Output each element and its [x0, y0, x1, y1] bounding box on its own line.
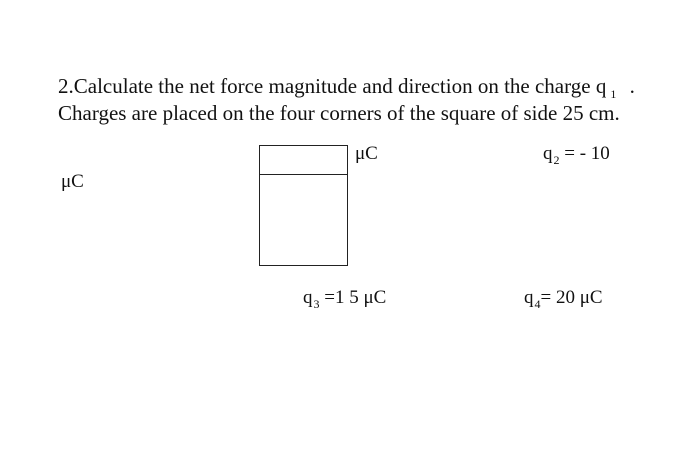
square-diagram — [259, 145, 348, 266]
unit-label-top: μC — [355, 143, 378, 164]
charge-q4-var: q — [524, 287, 534, 308]
charge-q3-label — [303, 287, 386, 310]
charge-q3-value: =1 5 μC — [319, 287, 387, 308]
unit-label-left: μC — [61, 171, 84, 192]
problem-statement-line-1 — [58, 74, 635, 101]
charge-q4-value: = 20 μC — [540, 287, 603, 308]
problem-text: 2.Calculate the net force magnitude and direction on the charge q — [58, 74, 607, 98]
charge-q4-subscript: 4 — [534, 297, 541, 311]
charge-q4-label — [524, 287, 603, 310]
charge-q2-label — [543, 143, 610, 166]
charge-q2-subscript: 2 — [553, 153, 560, 167]
problem-text-end: . — [624, 74, 635, 98]
charge-q2-var: q — [543, 143, 553, 164]
charge-q3-subscript: 3 — [313, 297, 320, 311]
square-divider-line — [260, 174, 347, 175]
charge-q3-var: q — [303, 287, 313, 308]
charge-subscript: 1 — [610, 87, 617, 101]
problem-statement-line-2: Charges are placed on the four corners of the square of side 25 cm. — [58, 101, 620, 125]
charge-q2-value: = - 10 — [559, 143, 610, 164]
